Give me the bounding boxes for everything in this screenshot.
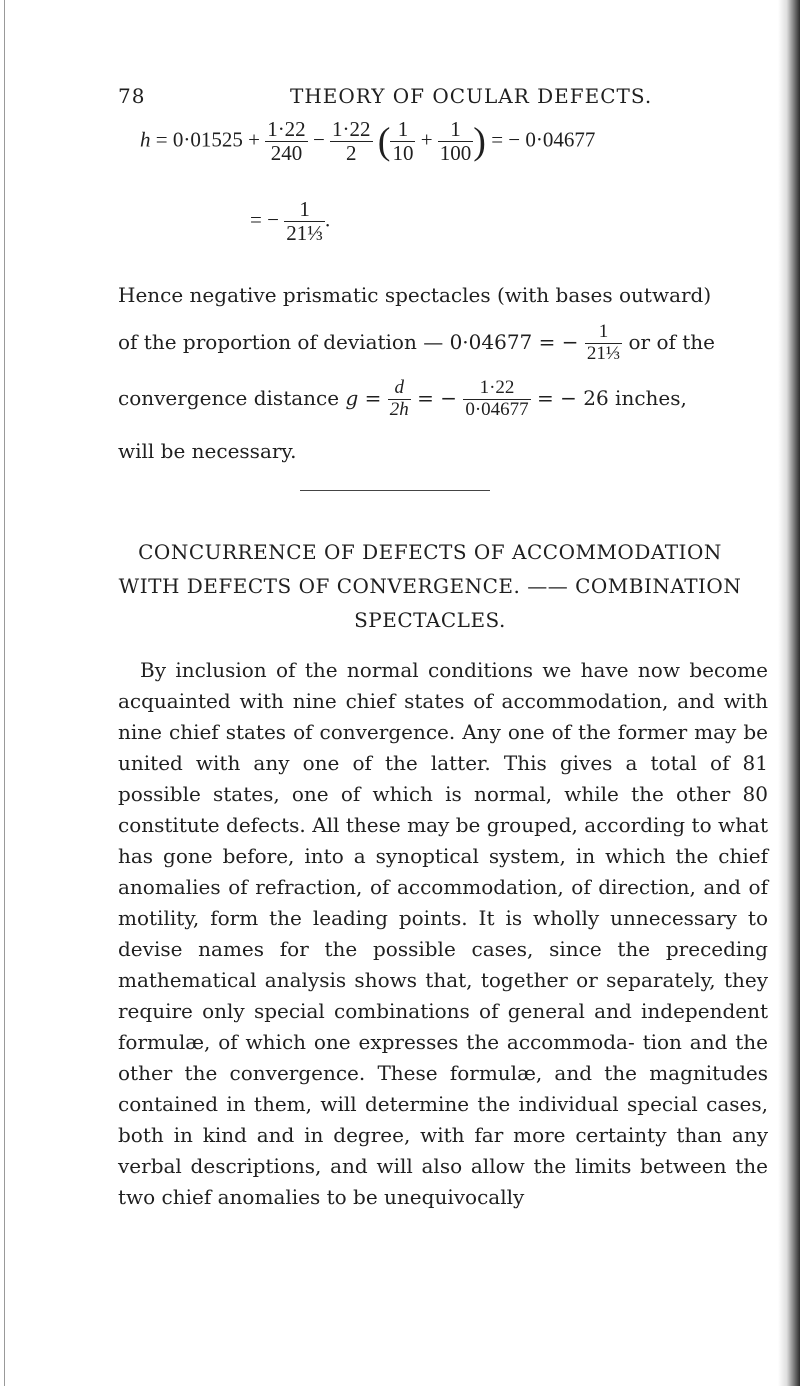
running-title: THEORY OF OCULAR DEFECTS. xyxy=(290,84,653,108)
paragraph-1-line-3: convergence distance g = $\frac{d}{2h}$ = − $\frac{1\cdot 22}{0\cdot 04677}$ = − 26 inches, xyxy=(118,377,687,420)
page-binding-shadow xyxy=(778,0,800,1386)
paragraph-1-line-2: of the proportion of deviation — 0·04677 = − $\frac{1}{\text{21⅓}}$ or of the xyxy=(118,321,716,364)
section-heading-line-1: CONCURRENCE OF DEFECTS OF ACCOMMODATION xyxy=(138,540,722,564)
equation-fraction-1: $\frac{1\cdot 22}{240}$ xyxy=(267,117,306,166)
body-paragraph: By inclusion of the normal conditions we have now become acquainted with nine chief states of accommodation, and with nine chief states of convergence. Any one of the former may be united with any one of the latter. This gives a total of 81 possible states, one of which is normal, while the other 80 constitute defects. All these may be grouped, according to what has gone before, into a synoptical system, in which the chief anomalies of refraction, of accommodation, of direction, and of motility, form the leading points. It is wholly unnecessary to devise names for the possible cases, since the preceding mathematical analysis shows that, together or separately, they require only special combinations of general and independent formulæ, of which one expresses the accommoda- tion and the other the convergence. These formulæ, and the magnitudes contained in them, will determine the individual special cases, both in kind and in degree, with far more certainty than any verbal descriptions, and will also allow the limits between the two chief anomalies to be unequivocally xyxy=(118,658,768,1209)
equation-h: h = 0·01525 + $\frac{1\cdot 22}{240}$ − $\frac{1\cdot 22}{2}$ ( $\frac{1}{10}$ + $\frac{1}{100}$ ) = − 0·04677 xyxy=(140,117,596,166)
equation-line-2: = − $\frac{1}{\text{21⅓}}$ . xyxy=(250,197,331,246)
equation-lhs: h xyxy=(140,127,151,152)
page-left-border xyxy=(4,0,5,1386)
equation-fraction-4: $\frac{1}{100}$ xyxy=(439,117,472,166)
equation-constant: 0·01525 xyxy=(172,127,243,152)
equation-result: 0·04677 xyxy=(525,127,596,152)
paragraph-1-line-4: will be necessary. xyxy=(118,439,297,463)
section-heading-line-2: WITH DEFECTS OF CONVERGENCE. —— COMBINATION xyxy=(118,574,742,598)
section-divider xyxy=(300,490,490,491)
equation-line2-fraction: $\frac{1}{\text{21⅓}}$ xyxy=(286,197,323,246)
equation-fraction-3: $\frac{1}{10}$ xyxy=(392,117,414,166)
equation-fraction-2: $\frac{1\cdot 22}{2}$ xyxy=(332,117,371,166)
page-number: 78 xyxy=(118,84,146,108)
section-heading-line-3: SPECTACLES. xyxy=(354,608,506,632)
paragraph-1-line-1: Hence negative prismatic spectacles (with bases outward) xyxy=(118,283,712,307)
section-heading xyxy=(100,535,760,637)
